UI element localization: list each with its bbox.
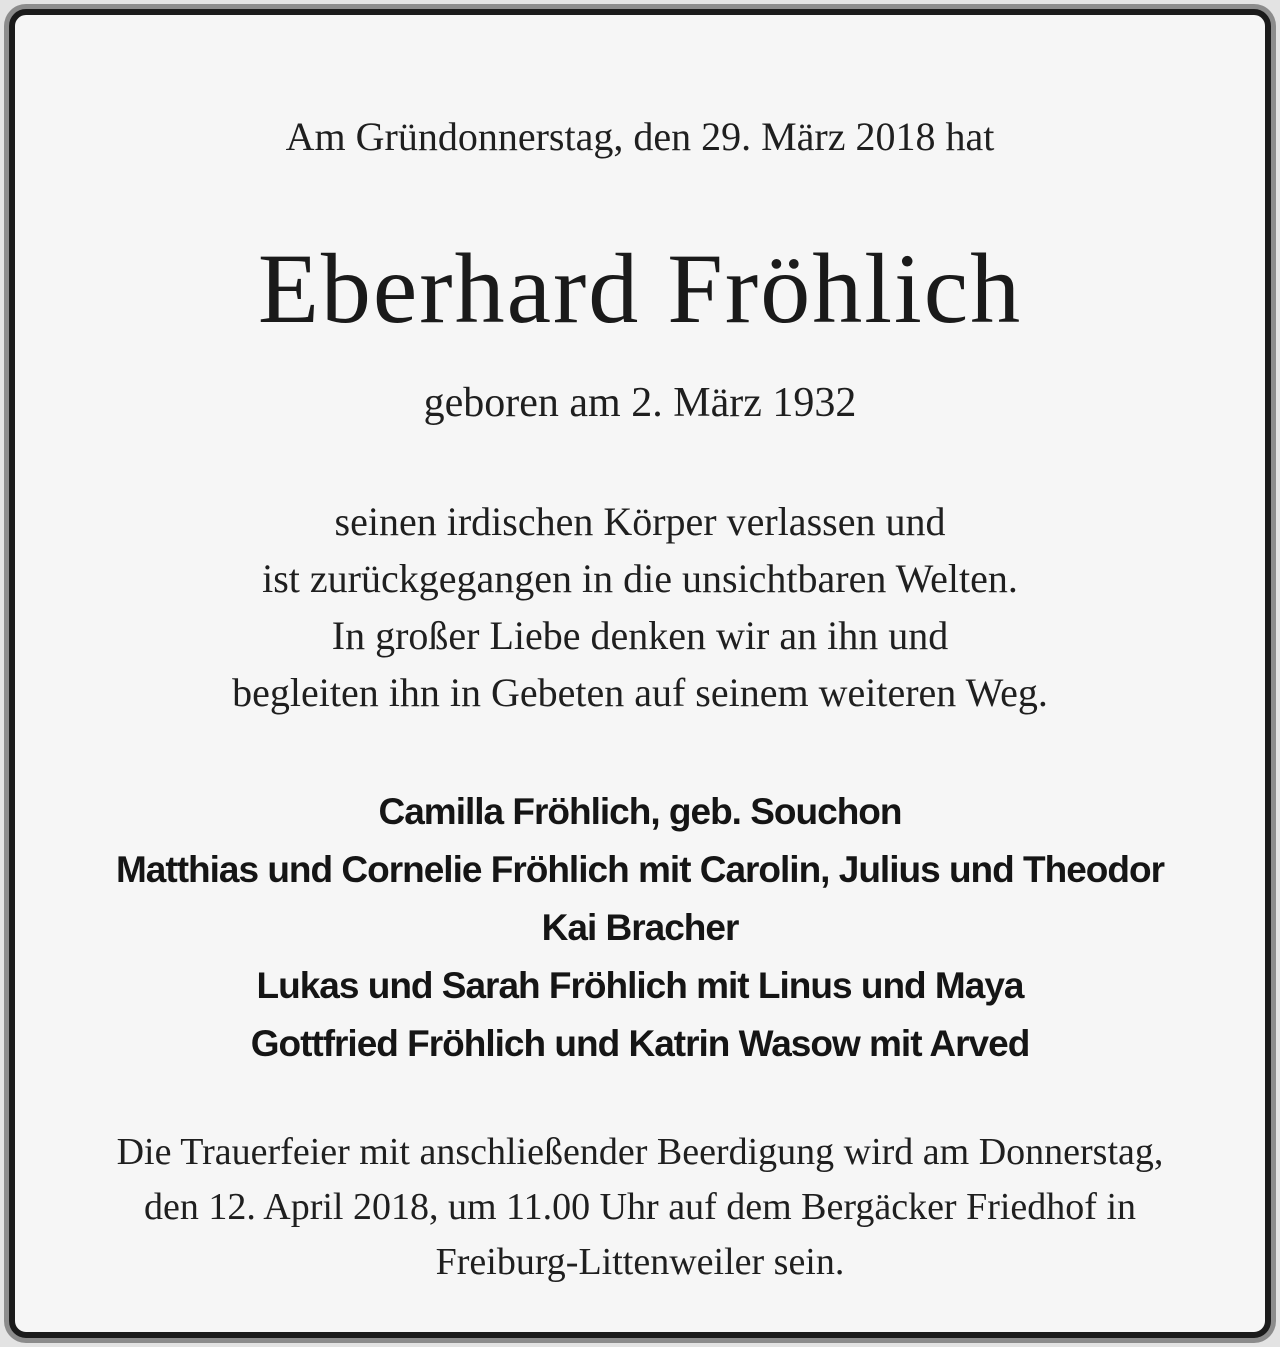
service-line: Freiburg-Littenweiler sein. xyxy=(435,1241,845,1283)
service-line: den 12. April 2018, um 11.00 Uhr auf dem Bergäcker Friedhof in xyxy=(143,1186,1137,1228)
intro-text: Am Gründonnerstag, den 29. März 2018 hat xyxy=(285,114,995,159)
message-block xyxy=(15,493,1265,721)
service-info xyxy=(15,1125,1265,1290)
deceased-name: Eberhard Fröhlich xyxy=(257,233,1023,344)
message-line: In großer Liebe denken wir an ihn und xyxy=(331,613,949,658)
obituary-card xyxy=(9,9,1271,1338)
mourner-entry: Camilla Fröhlich, geb. Souchon xyxy=(378,791,902,832)
service-line: Die Trauerfeier mit anschließender Beerdigung wird am Donnerstag, xyxy=(116,1131,1164,1173)
mourner-entry: Matthias und Cornelie Fröhlich mit Carolin, Julius und Theodor xyxy=(115,849,1165,890)
mourner-entry: Gottfried Fröhlich und Katrin Wasow mit Arved xyxy=(250,1023,1030,1064)
birth-date-text: geboren am 2. März 1932 xyxy=(423,380,857,426)
mourners-list xyxy=(15,783,1265,1073)
message-line: seinen irdischen Körper verlassen und xyxy=(334,499,946,544)
message-line: ist zurückgegangen in die unsichtbaren Welten. xyxy=(262,556,1018,601)
mourner-entry: Kai Bracher xyxy=(541,907,739,948)
message-line: begleiten ihn in Gebeten auf seinem weiteren Weg. xyxy=(232,670,1048,715)
mourner-entry: Lukas und Sarah Fröhlich mit Linus und Maya xyxy=(256,965,1024,1006)
notice-frame xyxy=(4,4,1276,1343)
